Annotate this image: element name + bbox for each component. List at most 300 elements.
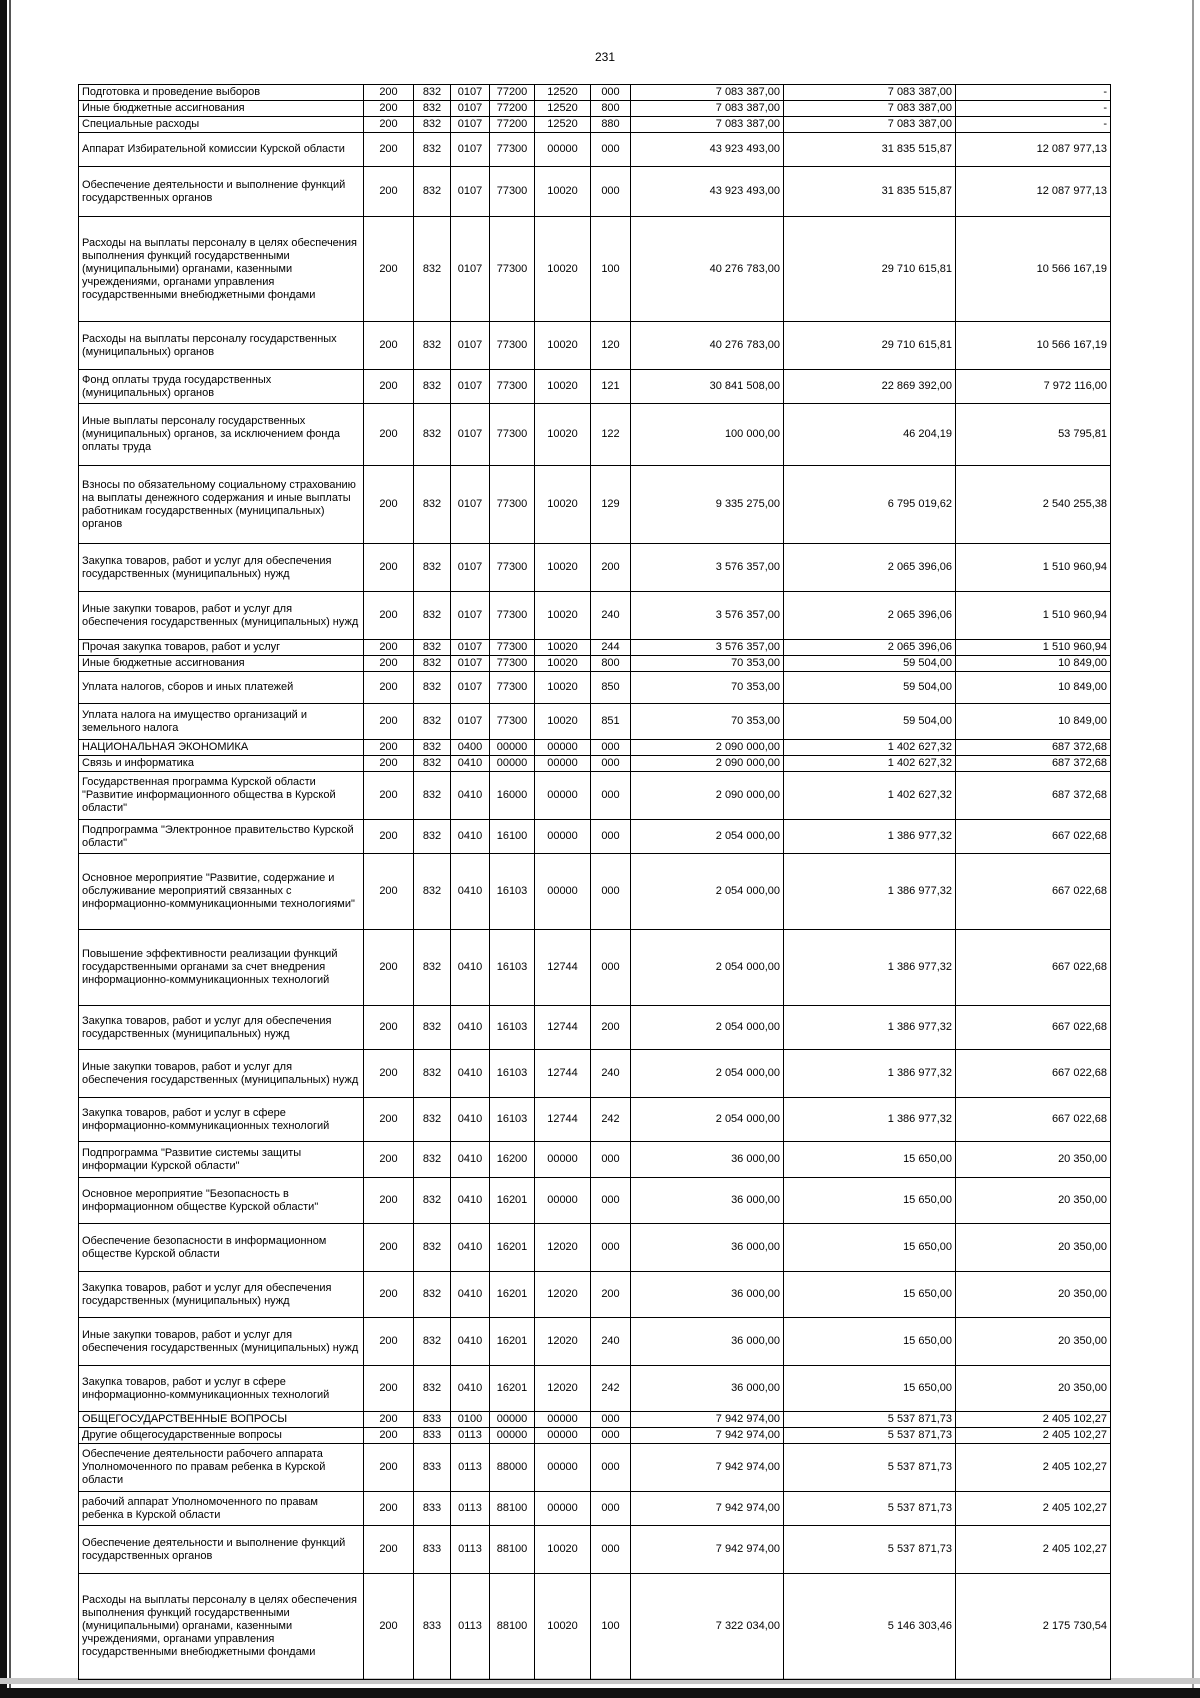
table-row xyxy=(79,820,1111,854)
executed-amount: 15 650,00 xyxy=(784,1366,956,1412)
scan-bottom-edge xyxy=(0,1688,1200,1698)
table-row xyxy=(79,1178,1111,1224)
plan-amount: 2 054 000,00 xyxy=(631,1006,784,1050)
ved-code: 832 xyxy=(414,85,451,101)
vr-code: 200 xyxy=(591,1006,631,1050)
ved-code: 832 xyxy=(414,1006,451,1050)
rzpr-code: 0107 xyxy=(451,704,490,740)
plan-amount: 7 083 387,00 xyxy=(631,85,784,101)
remainder-amount: 2 405 102,27 xyxy=(956,1492,1111,1526)
row-name: Основное мероприятие "Развитие, содержание и обслуживание мероприятий связанных с информационно-коммуникационными технологиями" xyxy=(79,854,364,930)
csr2-code: 00000 xyxy=(535,1142,591,1178)
csr2-code: 00000 xyxy=(535,1412,591,1428)
vr-code: 100 xyxy=(591,1574,631,1680)
csr2-code: 10020 xyxy=(535,640,591,656)
remainder-amount: 667 022,68 xyxy=(956,930,1111,1006)
rzpr-code: 0410 xyxy=(451,820,490,854)
gr-code: 200 xyxy=(364,370,414,404)
row-name: Обеспечение деятельности и выполнение функций государственных органов xyxy=(79,1526,364,1574)
remainder-amount: 7 972 116,00 xyxy=(956,370,1111,404)
ved-code: 832 xyxy=(414,322,451,370)
csr2-code: 00000 xyxy=(535,1178,591,1224)
executed-amount: 15 650,00 xyxy=(784,1178,956,1224)
ved-code: 833 xyxy=(414,1574,451,1680)
table-row xyxy=(79,85,1111,101)
gr-code: 200 xyxy=(364,466,414,544)
row-name: Уплата налога на имущество организаций и земельного налога xyxy=(79,704,364,740)
csr-code: 00000 xyxy=(490,756,535,772)
table-row xyxy=(79,1050,1111,1098)
gr-code: 200 xyxy=(364,1492,414,1526)
rzpr-code: 0107 xyxy=(451,217,490,322)
vr-code: 000 xyxy=(591,756,631,772)
csr-code: 77300 xyxy=(490,167,535,217)
csr2-code: 12020 xyxy=(535,1318,591,1366)
executed-amount: 5 537 871,73 xyxy=(784,1428,956,1444)
table-row xyxy=(79,1272,1111,1318)
remainder-amount: 2 405 102,27 xyxy=(956,1412,1111,1428)
ved-code: 832 xyxy=(414,133,451,167)
rzpr-code: 0410 xyxy=(451,1366,490,1412)
gr-code: 200 xyxy=(364,133,414,167)
plan-amount: 7 083 387,00 xyxy=(631,117,784,133)
executed-amount: 5 537 871,73 xyxy=(784,1492,956,1526)
vr-code: 851 xyxy=(591,704,631,740)
csr-code: 16103 xyxy=(490,854,535,930)
ved-code: 832 xyxy=(414,370,451,404)
csr2-code: 00000 xyxy=(535,1428,591,1444)
csr-code: 16201 xyxy=(490,1318,535,1366)
table-row xyxy=(79,756,1111,772)
gr-code: 200 xyxy=(364,1006,414,1050)
plan-amount: 7 942 974,00 xyxy=(631,1444,784,1492)
gr-code: 200 xyxy=(364,167,414,217)
remainder-amount: 1 510 960,94 xyxy=(956,640,1111,656)
rzpr-code: 0107 xyxy=(451,640,490,656)
rzpr-code: 0410 xyxy=(451,1142,490,1178)
plan-amount: 3 576 357,00 xyxy=(631,640,784,656)
executed-amount: 1 386 977,32 xyxy=(784,930,956,1006)
csr2-code: 10020 xyxy=(535,1574,591,1680)
ved-code: 832 xyxy=(414,1142,451,1178)
gr-code: 200 xyxy=(364,1526,414,1574)
vr-code: 100 xyxy=(591,217,631,322)
csr2-code: 10020 xyxy=(535,466,591,544)
csr-code: 77300 xyxy=(490,640,535,656)
csr2-code: 00000 xyxy=(535,1444,591,1492)
rzpr-code: 0113 xyxy=(451,1428,490,1444)
row-name: Подпрограмма "Развитие системы защиты информации Курской области" xyxy=(79,1142,364,1178)
row-name: Иные бюджетные ассигнования xyxy=(79,101,364,117)
table-row xyxy=(79,854,1111,930)
gr-code: 200 xyxy=(364,1412,414,1428)
table-row xyxy=(79,1366,1111,1412)
remainder-amount: - xyxy=(956,85,1111,101)
rzpr-code: 0410 xyxy=(451,772,490,820)
gr-code: 200 xyxy=(364,1142,414,1178)
executed-amount: 15 650,00 xyxy=(784,1142,956,1178)
csr2-code: 00000 xyxy=(535,756,591,772)
rzpr-code: 0410 xyxy=(451,1050,490,1098)
rzpr-code: 0100 xyxy=(451,1412,490,1428)
table-row xyxy=(79,772,1111,820)
csr-code: 16103 xyxy=(490,930,535,1006)
plan-amount: 40 276 783,00 xyxy=(631,322,784,370)
ved-code: 832 xyxy=(414,640,451,656)
vr-code: 129 xyxy=(591,466,631,544)
table-row xyxy=(79,1412,1111,1428)
table-row xyxy=(79,167,1111,217)
ved-code: 833 xyxy=(414,1526,451,1574)
csr-code: 16201 xyxy=(490,1272,535,1318)
plan-amount: 7 942 974,00 xyxy=(631,1492,784,1526)
plan-amount: 36 000,00 xyxy=(631,1178,784,1224)
vr-code: 000 xyxy=(591,930,631,1006)
csr-code: 77300 xyxy=(490,466,535,544)
table-row xyxy=(79,672,1111,704)
remainder-amount: 2 405 102,27 xyxy=(956,1444,1111,1492)
csr2-code: 00000 xyxy=(535,1492,591,1526)
plan-amount: 36 000,00 xyxy=(631,1142,784,1178)
csr-code: 77300 xyxy=(490,592,535,640)
row-name: Уплата налогов, сборов и иных платежей xyxy=(79,672,364,704)
table-row xyxy=(79,322,1111,370)
rzpr-code: 0410 xyxy=(451,1098,490,1142)
csr2-code: 12744 xyxy=(535,1098,591,1142)
vr-code: 121 xyxy=(591,370,631,404)
rzpr-code: 0400 xyxy=(451,740,490,756)
plan-amount: 36 000,00 xyxy=(631,1272,784,1318)
csr-code: 88100 xyxy=(490,1574,535,1680)
row-name: Специальные расходы xyxy=(79,117,364,133)
row-name: Закупка товаров, работ и услуг для обеспечения государственных (муниципальных) нужд xyxy=(79,1272,364,1318)
executed-amount: 6 795 019,62 xyxy=(784,466,956,544)
csr2-code: 12744 xyxy=(535,1006,591,1050)
plan-amount: 3 576 357,00 xyxy=(631,592,784,640)
row-name: Иные выплаты персоналу государственных (муниципальных) органов, за исключением фонда оплаты труда xyxy=(79,404,364,466)
gr-code: 200 xyxy=(364,772,414,820)
remainder-amount: 20 350,00 xyxy=(956,1224,1111,1272)
row-name: Закупка товаров, работ и услуг в сфере информационно-коммуникационных технологий xyxy=(79,1366,364,1412)
plan-amount: 7 083 387,00 xyxy=(631,101,784,117)
table-row xyxy=(79,930,1111,1006)
table-row xyxy=(79,117,1111,133)
plan-amount: 70 353,00 xyxy=(631,672,784,704)
csr-code: 16201 xyxy=(490,1224,535,1272)
csr2-code: 00000 xyxy=(535,740,591,756)
csr-code: 16201 xyxy=(490,1366,535,1412)
gr-code: 200 xyxy=(364,640,414,656)
row-name: Обеспечение деятельности и выполнение функций государственных органов xyxy=(79,167,364,217)
plan-amount: 100 000,00 xyxy=(631,404,784,466)
gr-code: 200 xyxy=(364,1178,414,1224)
row-name: Аппарат Избирательной комиссии Курской области xyxy=(79,133,364,167)
ved-code: 832 xyxy=(414,167,451,217)
gr-code: 200 xyxy=(364,740,414,756)
executed-amount: 31 835 515,87 xyxy=(784,167,956,217)
budget-table xyxy=(78,84,1111,1680)
table-row xyxy=(79,704,1111,740)
executed-amount: 22 869 392,00 xyxy=(784,370,956,404)
plan-amount: 2 090 000,00 xyxy=(631,740,784,756)
remainder-amount: 667 022,68 xyxy=(956,820,1111,854)
ved-code: 832 xyxy=(414,101,451,117)
ved-code: 832 xyxy=(414,854,451,930)
csr-code: 77300 xyxy=(490,672,535,704)
plan-amount: 7 942 974,00 xyxy=(631,1526,784,1574)
executed-amount: 1 402 627,32 xyxy=(784,772,956,820)
remainder-amount: - xyxy=(956,117,1111,133)
executed-amount: 59 504,00 xyxy=(784,704,956,740)
remainder-amount: 10 849,00 xyxy=(956,656,1111,672)
csr-code: 00000 xyxy=(490,740,535,756)
executed-amount: 15 650,00 xyxy=(784,1224,956,1272)
gr-code: 200 xyxy=(364,854,414,930)
csr-code: 77300 xyxy=(490,217,535,322)
row-name: рабочий аппарат Уполномоченного по правам ребенка в Курской области xyxy=(79,1492,364,1526)
vr-code: 800 xyxy=(591,656,631,672)
executed-amount: 5 537 871,73 xyxy=(784,1412,956,1428)
csr-code: 77300 xyxy=(490,133,535,167)
table-row xyxy=(79,1428,1111,1444)
rzpr-code: 0410 xyxy=(451,930,490,1006)
plan-amount: 36 000,00 xyxy=(631,1224,784,1272)
table-row xyxy=(79,1098,1111,1142)
csr2-code: 12744 xyxy=(535,1050,591,1098)
executed-amount: 15 650,00 xyxy=(784,1318,956,1366)
csr-code: 16103 xyxy=(490,1050,535,1098)
vr-code: 850 xyxy=(591,672,631,704)
gr-code: 200 xyxy=(364,101,414,117)
remainder-amount: 20 350,00 xyxy=(956,1178,1111,1224)
ved-code: 832 xyxy=(414,592,451,640)
row-name: НАЦИОНАЛЬНАЯ ЭКОНОМИКА xyxy=(79,740,364,756)
csr-code: 00000 xyxy=(490,1428,535,1444)
ved-code: 832 xyxy=(414,1224,451,1272)
plan-amount: 43 923 493,00 xyxy=(631,133,784,167)
ved-code: 832 xyxy=(414,772,451,820)
executed-amount: 7 083 387,00 xyxy=(784,117,956,133)
ved-code: 832 xyxy=(414,672,451,704)
remainder-amount: 687 372,68 xyxy=(956,756,1111,772)
remainder-amount: 53 795,81 xyxy=(956,404,1111,466)
remainder-amount: 1 510 960,94 xyxy=(956,544,1111,592)
plan-amount: 2 054 000,00 xyxy=(631,854,784,930)
table-row xyxy=(79,544,1111,592)
rzpr-code: 0107 xyxy=(451,466,490,544)
remainder-amount: 10 566 167,19 xyxy=(956,217,1111,322)
remainder-amount: 2 405 102,27 xyxy=(956,1428,1111,1444)
rzpr-code: 0410 xyxy=(451,1224,490,1272)
remainder-amount: 687 372,68 xyxy=(956,772,1111,820)
table-row xyxy=(79,133,1111,167)
row-name: Связь и информатика xyxy=(79,756,364,772)
table-row xyxy=(79,1224,1111,1272)
rzpr-code: 0107 xyxy=(451,133,490,167)
rzpr-code: 0107 xyxy=(451,167,490,217)
row-name: Государственная программа Курской области "Развитие информационного общества в Курской области" xyxy=(79,772,364,820)
gr-code: 200 xyxy=(364,756,414,772)
gr-code: 200 xyxy=(364,117,414,133)
gr-code: 200 xyxy=(364,656,414,672)
vr-code: 000 xyxy=(591,1412,631,1428)
ved-code: 832 xyxy=(414,930,451,1006)
csr2-code: 00000 xyxy=(535,820,591,854)
ved-code: 832 xyxy=(414,217,451,322)
csr-code: 77300 xyxy=(490,656,535,672)
executed-amount: 15 650,00 xyxy=(784,1272,956,1318)
plan-amount: 43 923 493,00 xyxy=(631,167,784,217)
plan-amount: 30 841 508,00 xyxy=(631,370,784,404)
remainder-amount: 20 350,00 xyxy=(956,1142,1111,1178)
ved-code: 833 xyxy=(414,1412,451,1428)
ved-code: 832 xyxy=(414,466,451,544)
csr2-code: 12744 xyxy=(535,930,591,1006)
scan-right-edge xyxy=(1192,0,1194,1698)
vr-code: 122 xyxy=(591,404,631,466)
plan-amount: 36 000,00 xyxy=(631,1366,784,1412)
gr-code: 200 xyxy=(364,930,414,1006)
vr-code: 800 xyxy=(591,101,631,117)
remainder-amount: 1 510 960,94 xyxy=(956,592,1111,640)
ved-code: 833 xyxy=(414,1444,451,1492)
table-row xyxy=(79,217,1111,322)
rzpr-code: 0107 xyxy=(451,101,490,117)
csr-code: 77300 xyxy=(490,404,535,466)
executed-amount: 5 146 303,46 xyxy=(784,1574,956,1680)
csr2-code: 00000 xyxy=(535,133,591,167)
executed-amount: 5 537 871,73 xyxy=(784,1444,956,1492)
ved-code: 832 xyxy=(414,740,451,756)
page-number: 231 xyxy=(595,50,616,64)
table-row xyxy=(79,404,1111,466)
row-name: Обеспечение безопасности в информационном обществе Курской области xyxy=(79,1224,364,1272)
gr-code: 200 xyxy=(364,820,414,854)
gr-code: 200 xyxy=(364,1224,414,1272)
row-name: Иные закупки товаров, работ и услуг для обеспечения государственных (муниципальных) нужд xyxy=(79,592,364,640)
plan-amount: 2 090 000,00 xyxy=(631,756,784,772)
vr-code: 000 xyxy=(591,167,631,217)
remainder-amount: 667 022,68 xyxy=(956,854,1111,930)
vr-code: 880 xyxy=(591,117,631,133)
remainder-amount: 687 372,68 xyxy=(956,740,1111,756)
remainder-amount: 2 540 255,38 xyxy=(956,466,1111,544)
remainder-amount: - xyxy=(956,101,1111,117)
vr-code: 000 xyxy=(591,1492,631,1526)
plan-amount: 7 942 974,00 xyxy=(631,1412,784,1428)
table-row xyxy=(79,370,1111,404)
ved-code: 832 xyxy=(414,704,451,740)
executed-amount: 7 083 387,00 xyxy=(784,85,956,101)
remainder-amount: 2 405 102,27 xyxy=(956,1526,1111,1574)
executed-amount: 1 386 977,32 xyxy=(784,1098,956,1142)
gr-code: 200 xyxy=(364,1366,414,1412)
vr-code: 000 xyxy=(591,1526,631,1574)
table-row xyxy=(79,466,1111,544)
executed-amount: 1 402 627,32 xyxy=(784,756,956,772)
remainder-amount: 667 022,68 xyxy=(956,1098,1111,1142)
executed-amount: 59 504,00 xyxy=(784,656,956,672)
vr-code: 242 xyxy=(591,1366,631,1412)
csr-code: 16000 xyxy=(490,772,535,820)
remainder-amount: 2 175 730,54 xyxy=(956,1574,1111,1680)
vr-code: 200 xyxy=(591,544,631,592)
remainder-amount: 20 350,00 xyxy=(956,1366,1111,1412)
rzpr-code: 0107 xyxy=(451,370,490,404)
row-name: Повышение эффективности реализации функций государственными органами за счет внедрения информационно-коммуникационных технологий xyxy=(79,930,364,1006)
scan-left-edge xyxy=(0,0,7,1698)
csr-code: 88100 xyxy=(490,1492,535,1526)
gr-code: 200 xyxy=(364,592,414,640)
plan-amount: 7 322 034,00 xyxy=(631,1574,784,1680)
rzpr-code: 0107 xyxy=(451,404,490,466)
gr-code: 200 xyxy=(364,1428,414,1444)
executed-amount: 2 065 396,06 xyxy=(784,592,956,640)
csr-code: 16100 xyxy=(490,820,535,854)
row-name: Расходы на выплаты персоналу государственных (муниципальных) органов xyxy=(79,322,364,370)
remainder-amount: 667 022,68 xyxy=(956,1006,1111,1050)
vr-code: 000 xyxy=(591,820,631,854)
remainder-amount: 10 849,00 xyxy=(956,704,1111,740)
row-name: Другие общегосударственные вопросы xyxy=(79,1428,364,1444)
csr2-code: 12020 xyxy=(535,1224,591,1272)
ved-code: 832 xyxy=(414,117,451,133)
ved-code: 832 xyxy=(414,656,451,672)
table-row xyxy=(79,740,1111,756)
row-name: Подготовка и проведение выборов xyxy=(79,85,364,101)
table-row xyxy=(79,1444,1111,1492)
budget-table-body xyxy=(79,85,1111,1680)
gr-code: 200 xyxy=(364,404,414,466)
ved-code: 833 xyxy=(414,1492,451,1526)
csr-code: 16103 xyxy=(490,1098,535,1142)
rzpr-code: 0113 xyxy=(451,1444,490,1492)
gr-code: 200 xyxy=(364,217,414,322)
ved-code: 832 xyxy=(414,1272,451,1318)
csr2-code: 12520 xyxy=(535,85,591,101)
csr2-code: 10020 xyxy=(535,704,591,740)
row-name: Подпрограмма "Электронное правительство Курской области" xyxy=(79,820,364,854)
executed-amount: 2 065 396,06 xyxy=(784,640,956,656)
row-name: Расходы на выплаты персоналу в целях обеспечения выполнения функций государственными (муниципальными) органами, казенными учреждениями, органами управления государственными внебюджетными фондами xyxy=(79,217,364,322)
table-row xyxy=(79,592,1111,640)
gr-code: 200 xyxy=(364,1050,414,1098)
vr-code: 242 xyxy=(591,1098,631,1142)
plan-amount: 70 353,00 xyxy=(631,656,784,672)
vr-code: 200 xyxy=(591,1272,631,1318)
vr-code: 240 xyxy=(591,592,631,640)
plan-amount: 2 054 000,00 xyxy=(631,1050,784,1098)
gr-code: 200 xyxy=(364,1444,414,1492)
rzpr-code: 0113 xyxy=(451,1492,490,1526)
row-name: Взносы по обязательному социальному страхованию на выплаты денежного содержания и иные выплаты работникам государственных (муниципальных) органов xyxy=(79,466,364,544)
row-name: Расходы на выплаты персоналу в целях обеспечения выполнения функций государственными (муниципальными) органами, казенными учреждениями, органами управления государственными внебюджетными фондами xyxy=(79,1574,364,1680)
vr-code: 000 xyxy=(591,1224,631,1272)
executed-amount: 7 083 387,00 xyxy=(784,101,956,117)
ved-code: 832 xyxy=(414,1098,451,1142)
ved-code: 832 xyxy=(414,756,451,772)
row-name: Прочая закупка товаров, работ и услуг xyxy=(79,640,364,656)
rzpr-code: 0113 xyxy=(451,1526,490,1574)
csr2-code: 10020 xyxy=(535,322,591,370)
vr-code: 000 xyxy=(591,1142,631,1178)
gr-code: 200 xyxy=(364,1098,414,1142)
plan-amount: 36 000,00 xyxy=(631,1318,784,1366)
ved-code: 832 xyxy=(414,820,451,854)
csr-code: 16201 xyxy=(490,1178,535,1224)
ved-code: 833 xyxy=(414,1428,451,1444)
vr-code: 000 xyxy=(591,1178,631,1224)
